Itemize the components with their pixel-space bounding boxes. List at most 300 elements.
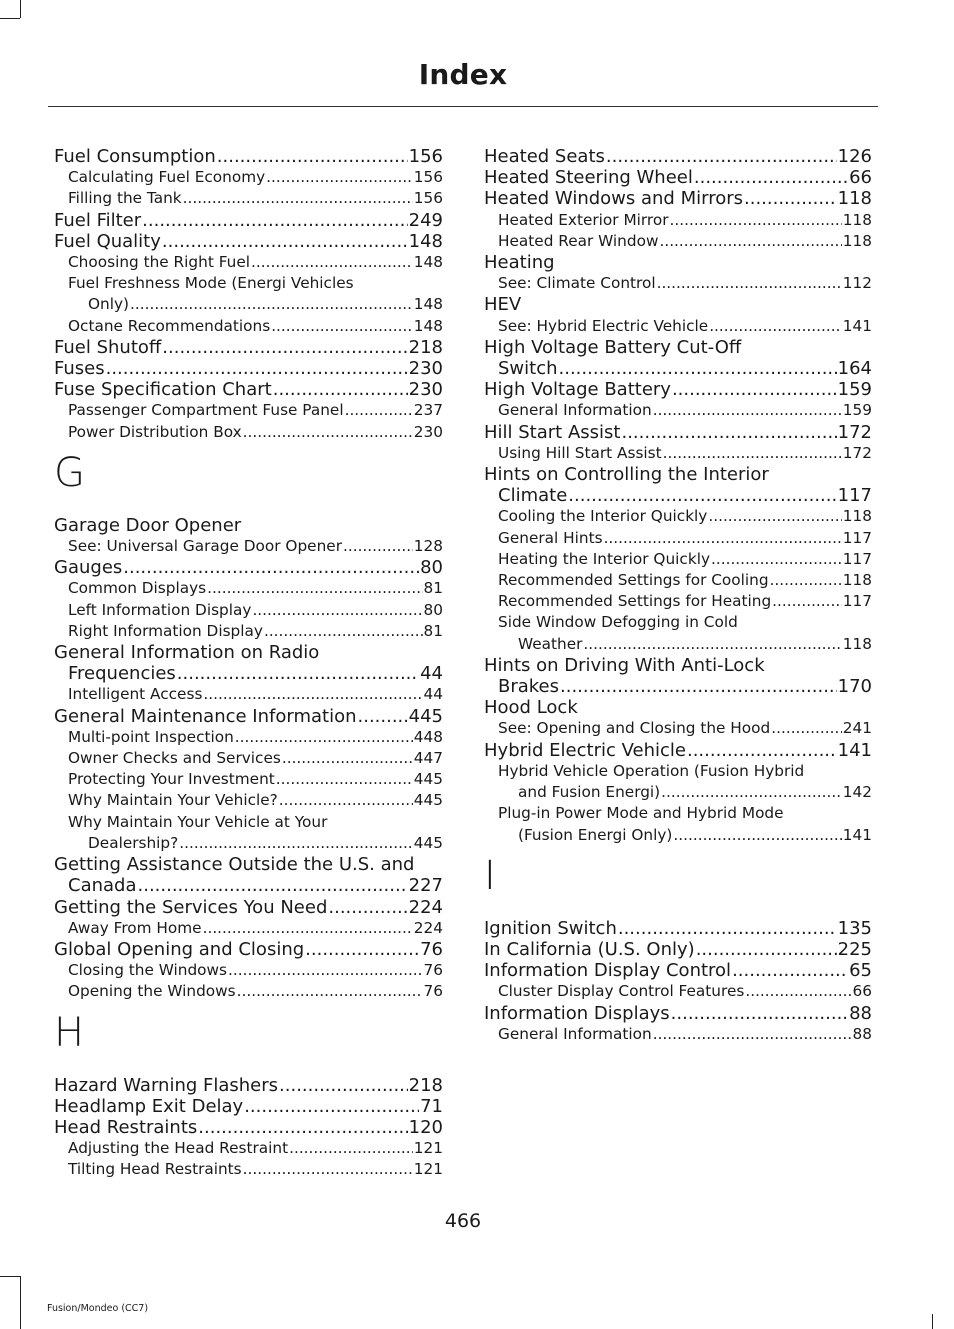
- entry-text: Only): [88, 295, 130, 314]
- entry-text: Dealership?: [88, 833, 179, 852]
- entry-page: 172: [837, 421, 872, 443]
- index-subentry: [484, 981, 872, 1002]
- dot-leader: [266, 167, 413, 188]
- dot-leader: [621, 422, 836, 443]
- dot-leader: [276, 769, 413, 790]
- dot-leader: [271, 316, 413, 337]
- entry-text: (Fusion Energi Only): [518, 825, 673, 844]
- index-subentry: [54, 316, 443, 337]
- dot-leader: [661, 782, 842, 803]
- index-subentry: [54, 918, 443, 939]
- entry-text: Fuel Consumption: [54, 146, 216, 167]
- index-entry: [54, 231, 443, 252]
- entry-page: 241: [842, 719, 872, 738]
- entry-text: Heated Exterior Mirror: [498, 210, 669, 229]
- dot-leader: [687, 740, 837, 761]
- entry-text: Adjusting the Head Restraint: [68, 1139, 289, 1158]
- index-entry: [484, 676, 872, 697]
- index-entry: [484, 294, 872, 315]
- entry-text: Fuel Quality: [54, 230, 161, 252]
- entry-text: Why Maintain Your Vehicle?: [68, 791, 278, 810]
- entry-text: Fuel Filter: [54, 209, 142, 231]
- entry-page: 118: [842, 571, 872, 590]
- section-letter: H: [54, 1009, 85, 1056]
- index-entry: [54, 1117, 443, 1138]
- entry-text: Cooling the Interior Quickly: [498, 507, 708, 526]
- entry-page: 117: [842, 528, 872, 547]
- dot-leader: [203, 918, 413, 939]
- entry-text: See: Opening and Closing the Hood: [498, 719, 771, 738]
- entry-text: Brakes: [498, 676, 560, 698]
- entry-page: 76: [420, 938, 443, 960]
- entry-text: Hints on Driving With Anti-Lock: [484, 654, 765, 676]
- entry-page: 117: [837, 485, 872, 507]
- index-entry: [54, 854, 443, 875]
- entry-text: Opening the Windows: [68, 982, 236, 1001]
- entry-page: 81: [423, 621, 443, 640]
- entry-page: 148: [413, 316, 443, 335]
- entry-text: Tilting Head Restraints: [68, 1160, 242, 1179]
- entry-page: 76: [423, 982, 443, 1001]
- dot-leader: [142, 210, 407, 231]
- dot-leader: [559, 358, 837, 379]
- entry-text: Hints on Controlling the Interior: [484, 464, 769, 486]
- entry-text: Climate: [498, 485, 568, 507]
- entry-text: Getting the Services You Need: [54, 896, 328, 918]
- dot-leader: [252, 600, 422, 621]
- index-entry: [54, 939, 443, 960]
- entry-text: Ignition Switch: [484, 917, 617, 939]
- index-subentry: [484, 825, 872, 846]
- dot-leader: [568, 485, 836, 506]
- dot-leader: [162, 337, 407, 358]
- index-subentry: [54, 1159, 443, 1180]
- dot-leader: [106, 358, 408, 379]
- index-subentry: [54, 981, 443, 1002]
- dot-leader: [711, 549, 842, 570]
- entry-text: Heated Steering Wheel: [484, 167, 693, 189]
- entry-page: 80: [423, 600, 443, 619]
- entry-page: 170: [837, 676, 872, 698]
- entry-page: 121: [413, 1139, 443, 1158]
- entry-text: Away From Home: [68, 918, 202, 937]
- entry-text: Global Opening and Closing: [54, 938, 305, 960]
- dot-leader: [207, 578, 422, 599]
- entry-page: 225: [837, 938, 872, 960]
- index-subentry: [54, 748, 443, 769]
- index-subentry: [484, 634, 872, 655]
- dot-leader: [228, 960, 423, 981]
- index-subentry: [484, 506, 872, 527]
- index-subentry: [54, 833, 443, 854]
- entry-text: Calculating Fuel Economy: [68, 168, 266, 187]
- index-subentry: [54, 812, 443, 833]
- entry-page: 118: [842, 634, 872, 653]
- index-subentry: [54, 578, 443, 599]
- entry-text: Hill Start Assist: [484, 421, 621, 443]
- index-subentry: [54, 1138, 443, 1159]
- index-subentry: [54, 621, 443, 642]
- entry-text: Fuse Specification Chart: [54, 379, 272, 401]
- entry-page: 118: [842, 231, 872, 250]
- dot-leader: [653, 400, 842, 421]
- entry-text: In California (U.S. Only): [484, 938, 695, 960]
- entry-text: Getting Assistance Outside the U.S. and: [54, 854, 415, 876]
- dot-leader: [670, 210, 842, 231]
- entry-page: 121: [413, 1160, 443, 1179]
- dot-leader: [138, 875, 408, 896]
- index-subentry: [484, 316, 872, 337]
- index-subentry: [484, 761, 872, 782]
- entry-page: 249: [408, 209, 443, 231]
- entry-page: 117: [842, 549, 872, 568]
- entry-page: 128: [413, 537, 443, 556]
- index-entry: [54, 1096, 443, 1117]
- entry-text: High Voltage Battery Cut-Off: [484, 336, 742, 358]
- index-subentry: [54, 684, 443, 705]
- entry-text: Plug-in Power Mode and Hybrid Mode: [498, 804, 784, 823]
- index-subentry: [54, 400, 443, 421]
- index-subentry: [484, 528, 872, 549]
- entry-text: Side Window Defogging in Cold: [498, 613, 738, 632]
- entry-page: 44: [420, 663, 443, 685]
- dot-leader: [345, 400, 413, 421]
- dot-leader: [694, 167, 848, 188]
- index-column-left: [54, 146, 443, 1181]
- entry-page: 156: [413, 189, 443, 208]
- dot-leader: [179, 833, 413, 854]
- entry-page: 81: [423, 579, 443, 598]
- entry-text: Multi-point Inspection: [68, 727, 234, 746]
- dot-leader: [732, 960, 848, 981]
- index-subentry: [54, 188, 443, 209]
- dot-leader: [606, 146, 837, 167]
- index-subentry: [54, 769, 443, 790]
- dot-leader: [653, 1024, 852, 1045]
- entry-text: Fuel Freshness Mode (Energi Vehicles: [68, 274, 354, 293]
- entry-page: 445: [413, 770, 443, 789]
- entry-page: 230: [408, 379, 443, 401]
- crop-mark: [0, 18, 20, 19]
- entry-text: Garage Door Opener: [54, 514, 242, 536]
- entry-page: 120: [408, 1116, 443, 1138]
- crop-mark: [20, 0, 21, 18]
- entry-text: Recommended Settings for Cooling: [498, 571, 769, 590]
- entry-page: 445: [408, 705, 443, 727]
- crop-mark: [932, 1314, 933, 1329]
- entry-text: Power Distribution Box: [68, 422, 242, 441]
- entry-page: 141: [837, 739, 872, 761]
- dot-leader: [659, 231, 841, 252]
- entry-page: 156: [413, 168, 443, 187]
- entry-text: Switch: [498, 358, 558, 380]
- entry-page: 135: [837, 917, 872, 939]
- dot-leader: [771, 718, 842, 739]
- index-subentry: [484, 570, 872, 591]
- dot-leader: [618, 918, 837, 939]
- entry-text: Right Information Display: [68, 621, 263, 640]
- index-subentry: [484, 231, 872, 252]
- entry-text: Fuel Shutoff: [54, 336, 162, 358]
- dot-leader: [244, 1096, 419, 1117]
- dot-leader: [696, 939, 837, 960]
- entry-page: 71: [420, 1095, 443, 1117]
- index-entry: [484, 167, 872, 188]
- entry-page: 224: [413, 918, 443, 937]
- dot-leader: [583, 634, 841, 655]
- entry-page: 65: [849, 960, 872, 982]
- index-subentry: [54, 600, 443, 621]
- index-subentry: [54, 294, 443, 315]
- dot-leader: [279, 1075, 408, 1096]
- entry-text: General Information: [498, 401, 652, 420]
- index-column-right: [484, 146, 872, 1045]
- entry-text: Gauges: [54, 557, 123, 579]
- index-entry: [54, 515, 443, 536]
- index-subentry: [54, 727, 443, 748]
- entry-text: Head Restraints: [54, 1116, 198, 1138]
- index-subentry: [484, 782, 872, 803]
- entry-page: 76: [423, 961, 443, 980]
- index-entry: [484, 337, 872, 358]
- dot-leader: [708, 506, 841, 527]
- index-entry: [54, 146, 443, 167]
- index-subentry: [54, 422, 443, 443]
- entry-page: 227: [408, 875, 443, 897]
- entry-text: Heated Windows and Mirrors: [484, 188, 743, 210]
- entry-text: See: Hybrid Electric Vehicle: [498, 316, 709, 335]
- dot-leader: [305, 939, 419, 960]
- entry-text: Information Display Control: [484, 960, 732, 982]
- index-entry: [484, 422, 872, 443]
- dot-leader: [279, 790, 413, 811]
- entry-text: Common Displays: [68, 579, 207, 598]
- entry-page: 44: [423, 685, 443, 704]
- dot-leader: [289, 1138, 413, 1159]
- entry-page: 156: [408, 146, 443, 167]
- entry-text: Closing the Windows: [68, 961, 228, 980]
- entry-page: 159: [842, 401, 872, 420]
- entry-text: See: Universal Garage Door Opener: [68, 537, 342, 556]
- index-entry: [54, 337, 443, 358]
- entry-page: 118: [837, 188, 872, 210]
- entry-page: 172: [842, 443, 872, 462]
- dot-leader: [235, 727, 413, 748]
- dot-leader: [177, 663, 419, 684]
- entry-text: Heated Rear Window: [498, 231, 659, 250]
- dot-leader: [217, 146, 408, 167]
- entry-text: Choosing the Right Fuel: [68, 253, 251, 272]
- dot-leader: [657, 273, 842, 294]
- index-entry: [54, 358, 443, 379]
- index-entry: [484, 960, 872, 981]
- index-entry: [484, 188, 872, 209]
- dot-leader: [273, 379, 408, 400]
- entry-page: 142: [842, 783, 872, 802]
- index-entry: [54, 642, 443, 663]
- index-entry: [484, 655, 872, 676]
- dot-leader: [604, 528, 842, 549]
- index-entry: [484, 1003, 872, 1024]
- entry-text: Heating: [484, 252, 555, 274]
- entry-text: HEV: [484, 294, 522, 316]
- dot-leader: [237, 981, 423, 1002]
- entry-text: Octane Recommendations: [68, 316, 271, 335]
- entry-page: 218: [408, 336, 443, 358]
- entry-text: Using Hill Start Assist: [498, 443, 662, 462]
- entry-text: Owner Checks and Services: [68, 749, 281, 768]
- entry-page: 118: [842, 507, 872, 526]
- index-subentry: [484, 1024, 872, 1045]
- index-entry: [484, 379, 872, 400]
- entry-page: 159: [837, 379, 872, 401]
- index-entry: [54, 897, 443, 918]
- index-subentry: [54, 790, 443, 811]
- entry-page: 141: [842, 316, 872, 335]
- index-entry: [54, 210, 443, 231]
- dot-leader: [328, 897, 407, 918]
- index-subentry: [484, 273, 872, 294]
- entry-page: 445: [413, 833, 443, 852]
- entry-page: 237: [413, 401, 443, 420]
- entry-page: 66: [849, 167, 872, 189]
- crop-mark: [20, 1276, 21, 1329]
- entry-text: Hazard Warning Flashers: [54, 1074, 279, 1096]
- entry-text: General Information: [498, 1024, 652, 1043]
- entry-page: 66: [852, 982, 872, 1001]
- footer-model: Fusion/Mondeo (CC7): [47, 1303, 149, 1314]
- index-subentry: [484, 803, 872, 824]
- entry-page: 148: [413, 295, 443, 314]
- dot-leader: [203, 684, 422, 705]
- dot-leader: [282, 748, 413, 769]
- entry-page: 148: [408, 230, 443, 252]
- entry-page: 164: [837, 358, 872, 380]
- index-subentry: [484, 400, 872, 421]
- index-entry: [484, 464, 872, 485]
- entry-page: 230: [408, 358, 443, 380]
- index-entry: [54, 663, 443, 684]
- index-subentry: [54, 273, 443, 294]
- title-rule: [48, 106, 878, 107]
- index-entry: [484, 146, 872, 167]
- index-subentry: [484, 591, 872, 612]
- dot-leader: [673, 825, 841, 846]
- section-letter: I: [484, 852, 496, 899]
- dot-leader: [772, 591, 842, 612]
- index-subentry: [484, 549, 872, 570]
- entry-page: 80: [420, 557, 443, 579]
- crop-mark: [0, 1276, 20, 1277]
- section-letter: G: [54, 449, 85, 496]
- index-entry: [484, 918, 872, 939]
- entry-text: Hybrid Vehicle Operation (Fusion Hybrid: [498, 761, 805, 780]
- entry-text: Recommended Settings for Heating: [498, 592, 772, 611]
- dot-leader: [709, 316, 842, 337]
- entry-page: 224: [408, 896, 443, 918]
- entry-text: Hybrid Electric Vehicle: [484, 739, 686, 761]
- entry-text: See: Climate Control: [498, 274, 656, 293]
- entry-text: Heated Seats: [484, 146, 605, 167]
- index-entry: [54, 706, 443, 727]
- index-subentry: [484, 210, 872, 231]
- index-entry: [484, 358, 872, 379]
- entry-text: Weather: [518, 634, 583, 653]
- index-entry: [484, 697, 872, 718]
- entry-text: High Voltage Battery: [484, 379, 671, 401]
- index-subentry: [54, 536, 443, 557]
- dot-leader: [264, 621, 423, 642]
- index-subentry: [54, 252, 443, 273]
- entry-page: 448: [413, 727, 443, 746]
- entry-text: Left Information Display: [68, 600, 252, 619]
- index-subentry: [484, 443, 872, 464]
- entry-text: Heating the Interior Quickly: [498, 549, 710, 568]
- dot-leader: [251, 252, 413, 273]
- entry-page: 88: [849, 1002, 872, 1024]
- entry-text: Headlamp Exit Delay: [54, 1095, 244, 1117]
- index-subentry: [484, 612, 872, 633]
- index-subentry: [54, 960, 443, 981]
- entry-text: Intelligent Access: [68, 685, 203, 704]
- index-entry: [484, 740, 872, 761]
- entry-text: General Hints: [498, 528, 603, 547]
- dot-leader: [744, 188, 837, 209]
- dot-leader: [123, 557, 419, 578]
- entry-text: General Maintenance Information: [54, 705, 357, 727]
- entry-page: 117: [842, 592, 872, 611]
- index-entry: [54, 1075, 443, 1096]
- entry-text: Frequencies: [68, 663, 176, 685]
- index-entry: [54, 875, 443, 896]
- dot-leader: [198, 1117, 407, 1138]
- entry-page: 88: [852, 1024, 872, 1043]
- entry-page: 126: [837, 146, 872, 167]
- index-subentry: [54, 167, 443, 188]
- entry-text: Passenger Compartment Fuse Panel: [68, 401, 344, 420]
- entry-text: Fuses: [54, 358, 105, 380]
- entry-text: and Fusion Energi): [518, 783, 661, 802]
- entry-text: Protecting Your Investment: [68, 770, 275, 789]
- dot-leader: [770, 570, 842, 591]
- dot-leader: [671, 1003, 848, 1024]
- index-entry: [54, 557, 443, 578]
- dot-leader: [343, 536, 413, 557]
- entry-page: 447: [413, 749, 443, 768]
- entry-page: 230: [413, 422, 443, 441]
- entry-page: 148: [413, 253, 443, 272]
- entry-page: 112: [842, 274, 872, 293]
- entry-page: 445: [413, 791, 443, 810]
- entry-page: 141: [842, 825, 872, 844]
- entry-text: Canada: [68, 875, 137, 897]
- dot-leader: [183, 188, 413, 209]
- index-entry: [484, 252, 872, 273]
- entry-page: 118: [842, 210, 872, 229]
- dot-leader: [358, 706, 408, 727]
- entry-text: Why Maintain Your Vehicle at Your: [68, 812, 328, 831]
- dot-leader: [745, 981, 851, 1002]
- dot-leader: [560, 676, 837, 697]
- entry-text: Hood Lock: [484, 697, 578, 719]
- entry-text: Information Displays: [484, 1002, 670, 1024]
- dot-leader: [162, 231, 408, 252]
- index-subentry: [484, 718, 872, 739]
- entry-text: General Information on Radio: [54, 642, 320, 664]
- dot-leader: [663, 443, 842, 464]
- entry-text: Cluster Display Control Features: [498, 982, 745, 1001]
- entry-page: 218: [408, 1074, 443, 1096]
